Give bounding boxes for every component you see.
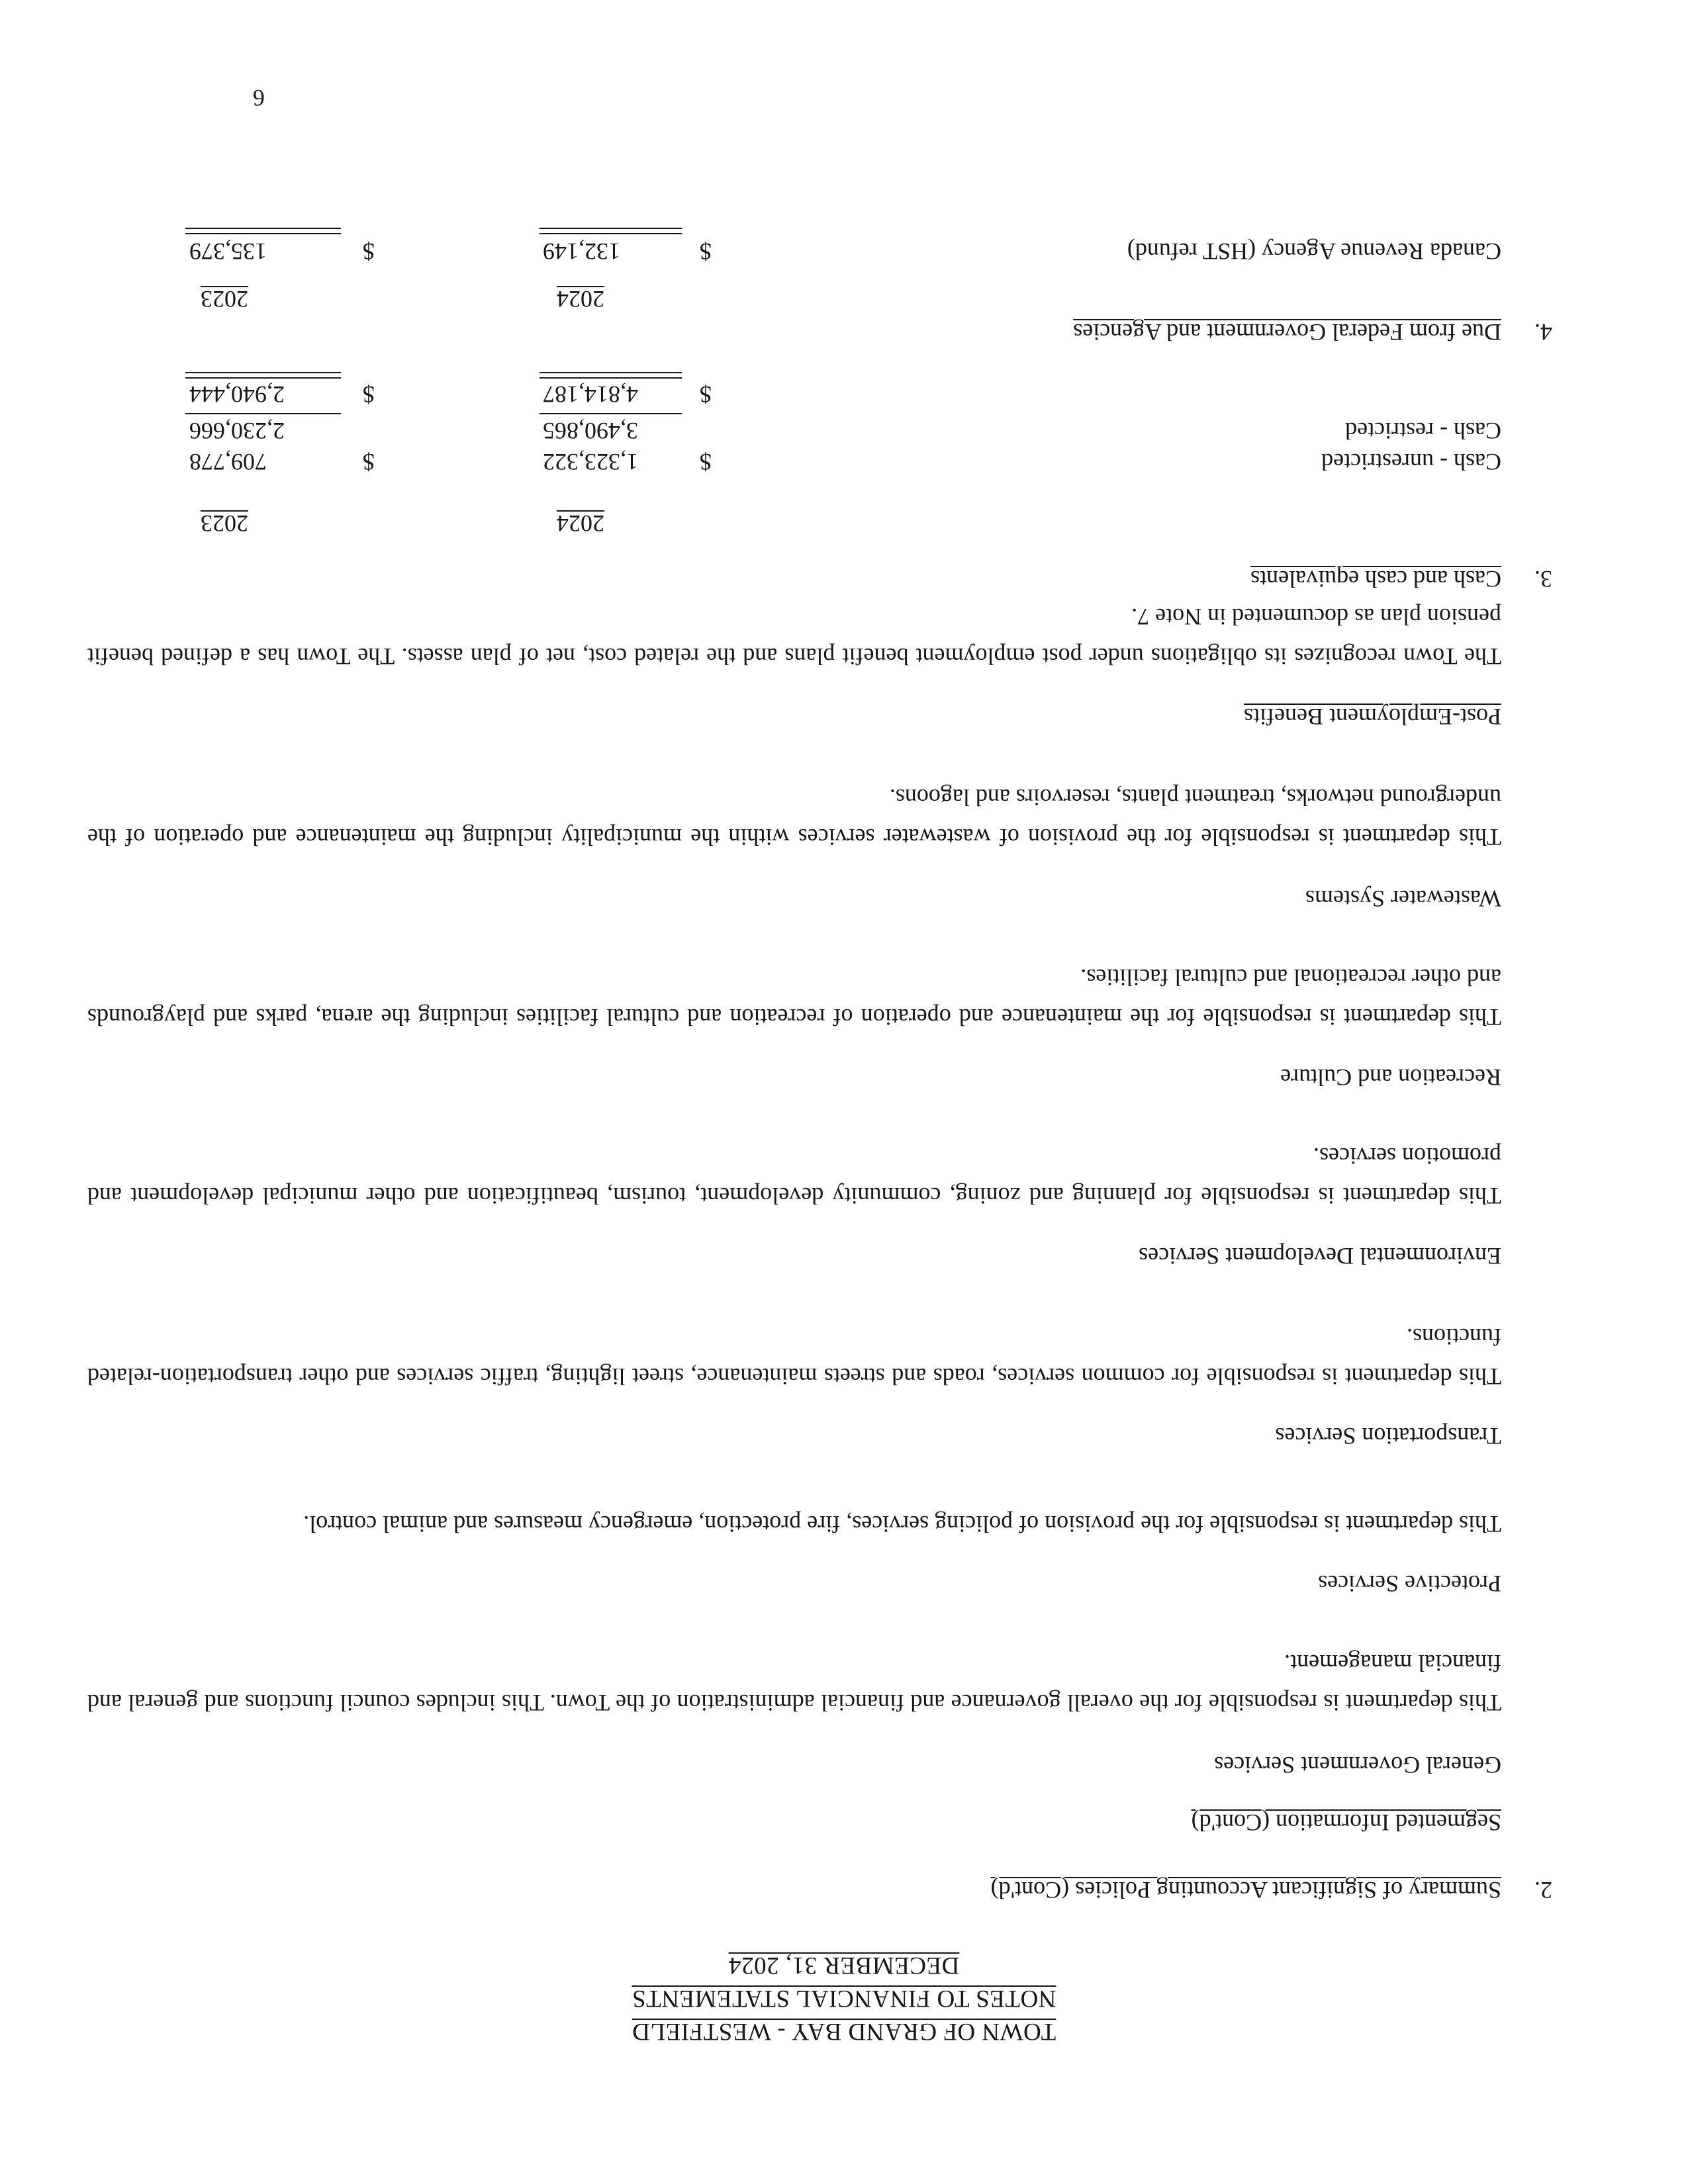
note-3-title: Cash and cash equivalents — [1250, 566, 1501, 592]
segmented-info-heading: Segmented Information (Cont'd) — [1191, 1809, 1501, 1836]
note-2-title: Summary of Significant Accounting Policies (Cont'd) — [990, 1877, 1501, 1903]
segment-text-protective: This department is responsible for the provision of policing services, fire protection, emergency measures and animal control. — [303, 1511, 1501, 1537]
segment-name-general-government: General Government Services — [1214, 1752, 1501, 1778]
note-4-currency: $ — [363, 238, 375, 265]
note-3-currency: $ — [700, 381, 712, 408]
note-4-total-double-rule-2024 — [539, 228, 682, 234]
segment-text-recreation-culture: This department is responsible for the maintenance and operation of recreation and cultural facilities including the arena, parks and playgrounds and other recreational and cultural facilities. — [87, 964, 1501, 1030]
note-4-total-double-rule-2023 — [185, 228, 341, 234]
note-4-col-2024: 2024 — [557, 286, 604, 312]
page-number: 6 — [253, 85, 265, 111]
header-town-name: TOWN OF GRAND BAY - WESTFIELD — [632, 2018, 1056, 2045]
segment-name-transportation: Transportation Services — [1275, 1423, 1501, 1449]
segment-name-protective: Protective Services — [1318, 1570, 1501, 1597]
note-3-currency: $ — [363, 381, 375, 408]
note-3-value-2023: 2,230,666 — [189, 418, 285, 444]
note-3-subtotal-rule-2023 — [185, 413, 341, 414]
segment-name-wastewater: Wastewater Systems — [1305, 886, 1501, 912]
segment-text-transportation: This department is responsible for common services, roads and streets maintenance, street lighting, traffic services and other transportation-related functions. — [87, 1324, 1501, 1390]
note-4-value-2024: 132,149 — [543, 238, 620, 265]
note-4-row-label: Canada Revenue Agency (HST refund) — [1127, 238, 1501, 265]
note-3-total-2024: 4,814,187 — [543, 381, 638, 408]
post-employment-heading: Post-Employment Benefits — [1244, 704, 1501, 730]
segment-text-general-government: This department is responsible for the overall governance and financial administration of the Town. This includes council functions and general and financial management. — [87, 1650, 1501, 1716]
note-3-number: 3. — [1534, 566, 1552, 592]
note-4-col-2023: 2023 — [201, 286, 248, 312]
note-3-col-2024: 2024 — [557, 510, 604, 537]
segment-text-environmental-development: This department is responsible for planning and zoning, community development, tourism, beautification and other municipal development and promotion services. — [87, 1143, 1501, 1209]
note-3-total-double-rule-2024 — [539, 372, 682, 379]
note-3-row-label: Cash - unrestricted — [1321, 449, 1501, 475]
segment-name-recreation-culture: Recreation and Culture — [1280, 1064, 1501, 1091]
note-3-row-label: Cash - restricted — [1345, 418, 1501, 444]
header-date: DECEMBER 31, 2024 — [728, 1952, 960, 1979]
note-4-title: Due from Federal Government and Agencies — [1073, 319, 1501, 345]
note-3-value-2024: 3,490,865 — [543, 418, 638, 444]
note-3-currency: $ — [700, 449, 712, 475]
note-3-value-2024: 1,323,322 — [543, 449, 638, 475]
segment-text-wastewater: This department is responsible for the provision of wastewater services within the municipality including the maintenance and operation of the underground networks, treatment plants, reservoirs and lagoons. — [87, 784, 1501, 850]
note-3-col-2023: 2023 — [201, 510, 248, 537]
note-3-subtotal-rule-2024 — [539, 413, 682, 414]
note-2-number: 2. — [1534, 1877, 1552, 1903]
post-employment-text: The Town recognizes its obligations under post employment benefit plans and the related cost, net of plan assets. The Town has a defined benefit pension plan as documented in Note 7. — [87, 604, 1501, 670]
note-3-value-2023: 709,778 — [189, 449, 267, 475]
note-3-total-double-rule-2023 — [185, 372, 341, 379]
note-3-currency: $ — [363, 449, 375, 475]
note-4-value-2023: 135,379 — [189, 238, 267, 265]
segment-name-environmental-development: Environmental Development Services — [1139, 1243, 1501, 1269]
header-notes-title: NOTES TO FINANCIAL STATEMENTS — [632, 1985, 1056, 2012]
note-4-number: 4. — [1534, 319, 1552, 345]
note-4-currency: $ — [700, 238, 712, 265]
note-3-total-2023: 2,940,444 — [189, 381, 285, 408]
